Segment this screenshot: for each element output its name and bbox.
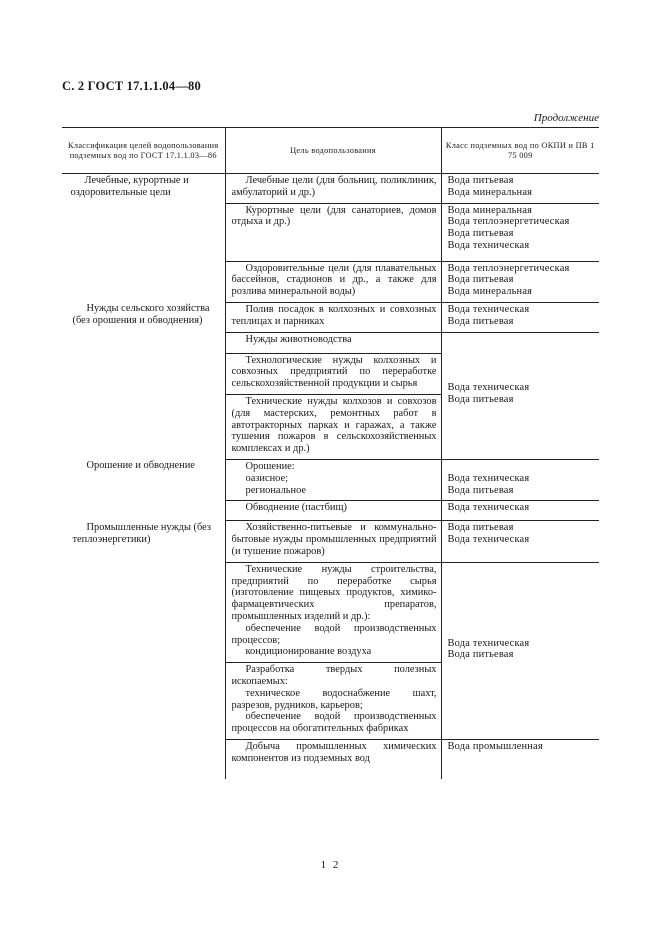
category-cell bbox=[62, 459, 225, 520]
class-cell bbox=[441, 174, 599, 204]
water-class: Вода техническая bbox=[447, 239, 530, 251]
water-class: Вода минеральная bbox=[447, 204, 533, 216]
column-header-purpose: Цель водопользования bbox=[225, 128, 441, 174]
continuation-label: Продолжение bbox=[533, 112, 599, 124]
class-cell bbox=[441, 562, 599, 739]
goal-household: Хозяйственно-питьевые и коммунально-бытовые нужды промышленных предприятий (и тушение пожаров) bbox=[231, 522, 437, 557]
table-row bbox=[62, 459, 599, 500]
goal-cell bbox=[225, 332, 441, 353]
water-class: Вода питьевая bbox=[447, 394, 514, 406]
goal-cell bbox=[225, 203, 441, 261]
goal-cell bbox=[225, 501, 441, 521]
goal-irrigation-oasis: оазисное; bbox=[245, 472, 288, 484]
goal-cell bbox=[225, 562, 441, 662]
class-cell bbox=[441, 203, 599, 261]
goal-cell bbox=[225, 459, 441, 500]
water-class: Вода минеральная bbox=[447, 186, 533, 198]
goal-cell bbox=[225, 261, 441, 302]
goal-cell bbox=[225, 663, 441, 740]
goal-recreational: Оздоровительные цели (для плавательных бассейнов, стадионов и др., а также для розлива минеральной воды) bbox=[231, 262, 437, 298]
goal-technical-industry: Технические нужды строительства, предприятий по переработке сырья (изготовление пищевых продуктов, химико-фармацевтических препаратов, промышленных изделий и др.): bbox=[231, 563, 437, 622]
goal-medical: Лечебные цели (для больниц, поликлиник, амбулаторий и др.) bbox=[231, 175, 437, 198]
goal-chemical-extraction: Добыча промышленных химических компонентов из подземных вод bbox=[231, 740, 437, 764]
table-row bbox=[62, 521, 599, 562]
water-use-table bbox=[62, 127, 599, 779]
goal-mining-mines: техническое водоснабжение шахт, разрезов, рудников, карьеров; bbox=[231, 687, 437, 711]
water-class: Вода питьевая bbox=[447, 228, 514, 240]
goal-mining-factories: обеспечение водой производственных процессов на обогатительных фабриках bbox=[231, 711, 437, 735]
goal-watering: Обводнение (пастбищ) bbox=[245, 502, 347, 514]
page-number: 1 2 bbox=[320, 859, 341, 871]
water-class: Вода теплоэнергетическая bbox=[447, 262, 570, 274]
goal-cell bbox=[225, 174, 441, 204]
category-cell bbox=[62, 302, 225, 459]
water-class: Вода минеральная bbox=[447, 286, 533, 298]
category-medical: Лечебные, курортные и оздоровительные цели bbox=[70, 175, 189, 198]
goal-technical-air: кондиционирование воздуха bbox=[245, 646, 372, 658]
water-class: Вода питьевая bbox=[447, 175, 514, 186]
goal-cell bbox=[225, 353, 441, 394]
goal-cell bbox=[225, 521, 441, 562]
category-cell bbox=[62, 521, 225, 779]
category-irrigation: Орошение и обводнение bbox=[86, 460, 195, 472]
water-class: Вода техническая bbox=[447, 637, 530, 649]
goal-mining: Разработка твердых полезных ископаемых: bbox=[231, 664, 437, 687]
category-cell bbox=[62, 174, 225, 303]
goal-technical-processes: обеспечение водой производственных процессов; bbox=[231, 622, 437, 646]
water-class: Вода техническая bbox=[447, 303, 530, 315]
table-row bbox=[62, 302, 599, 332]
class-cell bbox=[441, 501, 599, 521]
class-cell bbox=[441, 459, 599, 500]
category-industry: Промышленные нужды (без теплоэнергетики) bbox=[72, 521, 211, 545]
document-header: С. 2 ГОСТ 17.1.1.04—80 bbox=[62, 79, 201, 93]
water-class: Вода питьевая bbox=[447, 522, 514, 534]
column-header-water-class: Класс подземных вод по ОКПИ и ПВ 1 75 009 bbox=[441, 128, 599, 174]
class-cell bbox=[441, 332, 599, 459]
water-class: Вода теплоэнергетическая bbox=[447, 216, 570, 228]
goal-greenhouse: Полив посадок в колхозных и совхозных теплицах и парниках bbox=[231, 303, 437, 327]
water-class: Вода питьевая bbox=[447, 274, 514, 286]
goal-technical-farms: Технические нужды колхозов и совхозов (для мастерских, ремонтных работ в автотракторных парках и гаражах, а также тушения пожаров в сельскохозяйственных комплексах и др.) bbox=[231, 395, 437, 455]
goal-cell bbox=[225, 394, 441, 459]
water-class: Вода техническая bbox=[447, 382, 530, 394]
goal-cell bbox=[225, 302, 441, 332]
water-class: Вода промышленная bbox=[447, 740, 543, 752]
class-cell bbox=[441, 739, 599, 779]
class-cell bbox=[441, 261, 599, 302]
goal-irrigation-regional: региональное bbox=[245, 484, 307, 496]
goal-livestock: Нужды животноводства bbox=[245, 333, 352, 345]
class-cell bbox=[441, 302, 599, 332]
table-row bbox=[62, 174, 599, 204]
water-class: Вода техническая bbox=[447, 502, 530, 514]
water-class: Вода питьевая bbox=[447, 484, 514, 496]
water-class: Вода питьевая bbox=[447, 315, 514, 327]
water-class: Вода техническая bbox=[447, 472, 530, 484]
table-header-row bbox=[62, 128, 599, 174]
category-agriculture: Нужды сельского хозяйства (без орошения и обводнения) bbox=[72, 303, 210, 327]
goal-processing: Технологические нужды колхозных и совхозных предприятий по переработке сельскохозяйственной продукции и сырья bbox=[231, 354, 437, 390]
goal-cell bbox=[225, 739, 441, 779]
water-class: Вода питьевая bbox=[447, 649, 514, 661]
goal-resort: Курортные цели (для санаториев, домов отдыха и др.) bbox=[231, 204, 437, 228]
water-class: Вода техническая bbox=[447, 534, 530, 546]
column-header-classification: Классификация целей водопользования подземных вод по ГОСТ 17.1.1.03—86 bbox=[62, 128, 225, 174]
class-cell bbox=[441, 521, 599, 562]
goal-irrigation-title: Орошение: bbox=[245, 460, 295, 472]
